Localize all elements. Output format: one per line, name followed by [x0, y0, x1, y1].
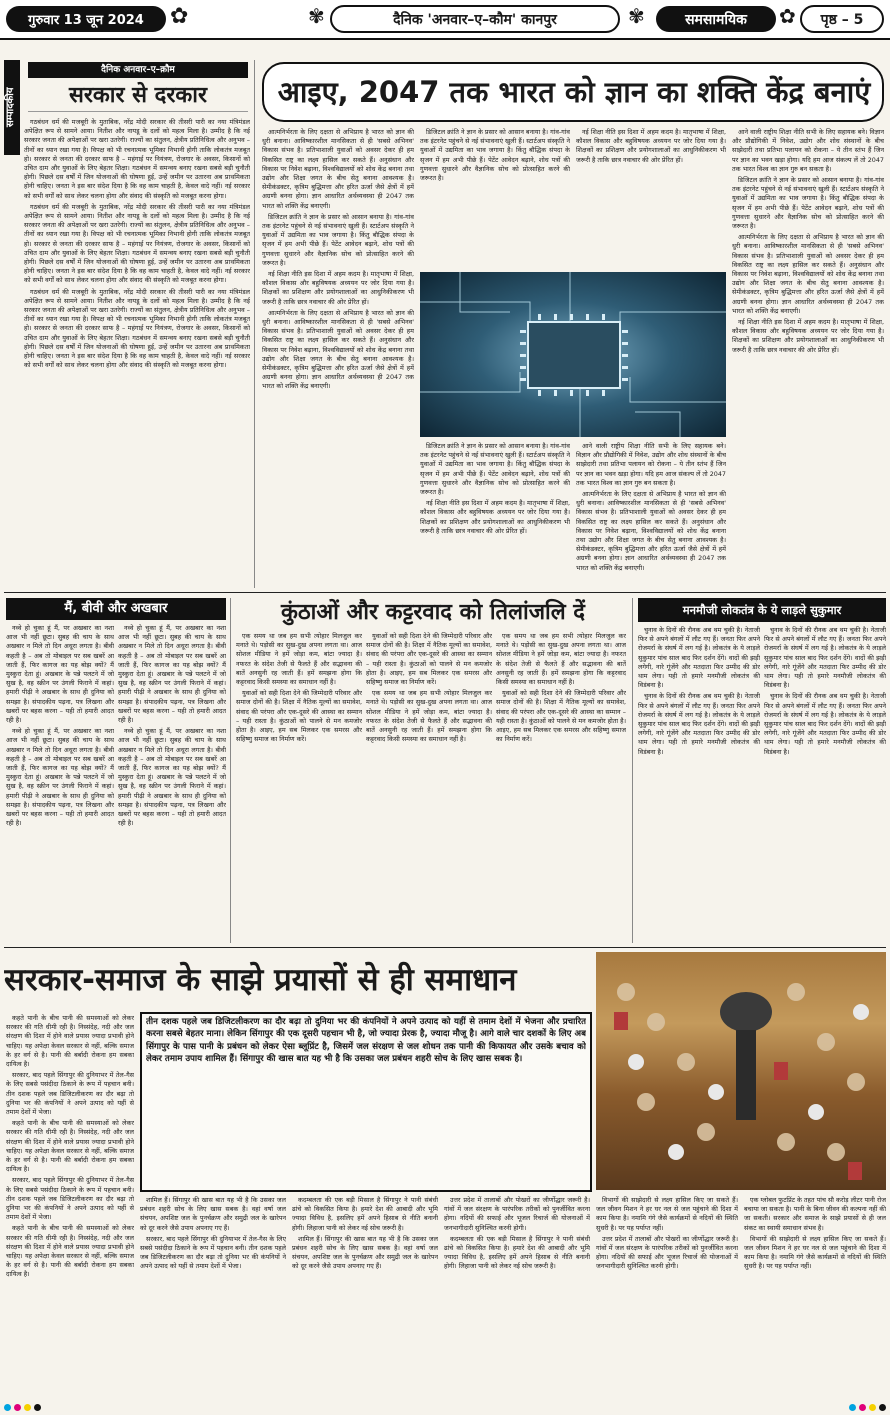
editorial-paragraph: गठबंधन धर्म की मजबूरी के मुताबिक, नरेंद्र मोदी सरकार की तीसरी पारी का नया मंत्रिमंडल अपेक्षित रूप से सामने आया। नितीश और नायडू के दलों को महत्व मिला है। उम्मीद है कि नई सरकार जनता की अपेक्षाओं पर खरा उतरेगी। राज्यों का संतुलन, क्षेत्रीय प्रतिनिधित्व और अनुभव – तीनों का ध्यान रखा गया है। विपक्ष को भी रचनात्मक भूमिका निभानी होगी ताकि लोकतंत्र मजबूत हो। सरकार से जनता की दरकार साफ है – महंगाई पर नियंत्रण, रोजगार के अवसर, किसानों को उचित दाम और युवाओं के लिए बेहतर शिक्षा। गठबंधन में समन्वय बनाए रखना सबसे बड़ी चुनौती होगी। पिछले दस वर्षों में जिन योजनाओं की घोषणा हुई, उन्हें जमीन पर उतारना अब प्राथमिकता होनी चाहिए। जनता ने इस बार संदेश दिया है कि वह काम चाहती है, केवल वादे नहीं। नई सरकार को सभी वर्गों को साथ लेकर चलना होगा और संवाद की संस्कृति को मजबूत करना होगा। — [24, 118, 250, 200]
article-paragraph: कहते पानी के बीच पानी की समस्याओं को लेकर सरकार की गति धीमी रही है। निस्संदेह, नदी और जल संरक्षण की दिशा में होने वाले प्रयास ज्यादा प्रभावी होने चाहिए। यह अपेक्षा केवल सरकार से नहीं, बल्कि समाज के हर वर्ग से है। पानी की बर्बादी रोकना हम सबका दायित्व है। — [6, 1224, 134, 1279]
article-paragraph: नव्वे हो चुका हूं मैं, पर अखबार का नशा आज भी नहीं छूटा। सुबह की चाय के साथ अखबार न मिले तो दिन अधूरा लगता है। बीवी कहती है – अब तो मोबाइल पर सब खबरें आ जाती हैं, फिर कागज का यह बोझ क्यों? मैं मुस्कुरा देता हूं। अखबार के पन्ने पलटने में जो सुख है, वह स्क्रीन पर उंगली फिराने में कहां। हमारी पीढ़ी ने अखबार के साथ ही दुनिया को समझा है। संपादकीय पढ़ना, पत्र लिखना और खबरों पर बहस करना – यही तो हमारी आदत रही है। — [6, 727, 114, 828]
bottom-col4 — [444, 1196, 590, 1410]
article-paragraph: कहते पानी के बीच पानी की समस्याओं को लेकर सरकार की गति धीमी रही है। निस्संदेह, नदी और जल संरक्षण की दिशा में होने वाले प्रयास ज्यादा प्रभावी होने चाहिए। यह अपेक्षा केवल सरकार से नहीं, बल्कि समाज के हर वर्ग से है। पानी की बर्बादी रोकना हम सबका दायित्व है। — [6, 1014, 134, 1069]
article-paragraph: चुनाव के दिनों की रौनक अब थम चुकी है। नेताजी फिर से अपने बंगलों में लौट गए हैं। जनता फिर अपने रोजमर्रा के संघर्ष में लग गई है। लोकतंत्र के ये लाड़ले सुकुमार पांच साल बाद फिर दर्शन देंगे। वादों की झड़ी लगेगी, नारे गूंजेंगे और मतदाता फिर उम्मीद की डोर थाम लेगा। यही तो हमारे मनमौजी लोकतंत्र की विडंबना है। — [638, 626, 760, 690]
article-paragraph: सरकार, बाद पहले सिंगापुर की दुनियाभर में तेल-गैस के लिए सबसे पसंदीदा ठिकाने के रूप में पहचान बनी। तीन दशक पहले जब डिजिटलीकरण का दौर बढ़ा तो दुनिया भर की कंपनियों ने अपने उत्पाद को यहीं से तमाम देशों में भेजा। — [6, 1176, 134, 1222]
microchip-illustration — [420, 272, 726, 437]
registration-marks — [4, 1404, 64, 1412]
water-tank-icon — [720, 992, 772, 1032]
article-paragraph: एक समय था जब हम सभी त्योहार मिलजुल कर मनाते थे। पड़ोसी का सुख-दुख अपना लगता था। आज सोशल मीडिया ने हमें जोड़ा कम, बांटा ज्यादा है। नफरत के संदेश तेजी से फैलते हैं और सद्भावना की बातें अनसुनी रह जाती हैं। हमें समझना होगा कि कट्टरवाद किसी समस्या का समाधान नहीं है। — [366, 689, 492, 744]
middle-center-col2 — [366, 632, 492, 942]
water-crowd-photo — [596, 952, 886, 1190]
circuit-lines — [420, 272, 726, 437]
section-divider — [4, 947, 886, 948]
bottom-lead: तीन दशक पहले जब डिजिटलीकरण का दौर बढ़ा तो दुनिया भर की कंपनियों ने अपने उत्पाद को यहीं से तमाम देशों में भेजना और प्रचारित करना सबसे बेहतर माना। लेकिन सिंगापुर की एक दूसरी पहचान भी है, जो ज्यादा प्रेरक है, ज्यादा मौजू है। आगे वाले चार दशकों के लिए अब सिंगापुर के पास पानी के प्रबंधन को लेकर ऐसा ब्लूप्रिंट है, जिसमें जल संरक्षण से जल शोधन तक पानी की किफायत और उसके बचाव को लेकर तमाम उपाय शामिल हैं। सिंगापुर की खास बात यह भी है कि उसका जल प्रबंधन शहरी सोच के लिए खास सबक है। — [146, 1017, 586, 1065]
article-paragraph: कदम्बलता की एक बड़ी मिसाल है सिंगापुर ने पानी संबंधी ढांचे को विकसित किया है। हमारे देश की आबादी और भूमि ज्यादा विविध है, इसलिए हमें अपने हिसाब से नीति बनानी होगी। लिहाजा पानी को लेकर नई सोच जरूरी है। — [292, 1196, 438, 1232]
article-paragraph: नई शिक्षा नीति इस दिशा में अहम कदम है। मातृभाषा में शिक्षा, कौशल विकास और बहुविषयक अध्ययन पर जोर दिया गया है। शिक्षकों का प्रशिक्षण और प्रयोगशालाओं का आधुनिकीकरण भी जरूरी है ताकि छात्र नवाचार की ओर प्रेरित हों। — [262, 270, 414, 306]
column-divider — [254, 60, 255, 588]
article-paragraph: नव्वे हो चुका हूं मैं, पर अखबार का नशा आज भी नहीं छूटा। सुबह की चाय के साथ अखबार न मिले तो दिन अधूरा लगता है। बीवी कहती है – अब तो मोबाइल पर सब खबरें आ जाती हैं, फिर कागज का यह बोझ क्यों? मैं मुस्कुरा देता हूं। अखबार के पन्ने पलटने में जो सुख है, वह स्क्रीन पर उंगली फिराने में कहां। हमारी पीढ़ी ने अखबार के साथ ही दुनिया को समझा है। संपादकीय पढ़ना, पत्र लिखना और खबरों पर बहस करना – यही तो हमारी आदत रही है। — [118, 727, 226, 828]
article-paragraph: आने वाली राष्ट्रीय शिक्षा नीति सभी के लिए सहायक बने। विज्ञान और प्रौद्योगिकी में निवेश, उद्योग और शोध संस्थानों के बीच साझेदारी तथा प्रतिभा पलायन को रोकना – ये तीन स्तंभ हैं जिन पर ज्ञान का भवन खड़ा होगा। यदि हम आज संकल्प लें तो 2047 तक भारत विश्व का ज्ञान गुरु बन सकता है। — [576, 442, 726, 487]
article-paragraph: कदम्बलता की एक बड़ी मिसाल है सिंगापुर ने पानी संबंधी ढांचे को विकसित किया है। हमारे देश की आबादी और भूमि ज्यादा विविध है, इसलिए हमें अपने हिसाब से नीति बनानी होगी। लिहाजा पानी को लेकर नई सोच जरूरी है। — [444, 1234, 590, 1271]
editorial-body — [24, 118, 250, 580]
column-divider — [632, 598, 633, 943]
article-paragraph: आत्मनिर्भरता के लिए दक्षता से अभिप्राय है भारत को ज्ञान की धुरी बनाना। आविष्कारशील मानसिकता से ही 'सबसे अभिनव' विकास संभव है। प्रतिभाशाली युवाओं को अवसर देकर ही हम विकसित राष्ट्र का लक्ष्य हासिल कर सकते हैं। अनुसंधान और विकास पर निवेश बढ़ाना, विश्वविद्यालयों को शोध केंद्र बनाना तथा उद्योग और शिक्षा जगत के बीच सेतु बनाना आवश्यक है। सेमीकंडक्टर, कृत्रिम बुद्धिमत्ता और हरित ऊर्जा जैसे क्षेत्रों में हमें अग्रणी बनना होगा। ज्ञान आधारित अर्थव्यवस्था ही 2047 तक भारत को शक्ति केंद्र बनाएगी। — [262, 308, 414, 391]
article-paragraph: कहते पानी के बीच पानी की समस्याओं को लेकर सरकार की गति धीमी रही है। निस्संदेह, नदी और जल संरक्षण की दिशा में होने वाले प्रयास ज्यादा प्रभावी होने चाहिए। यह अपेक्षा केवल सरकार से नहीं, बल्कि समाज के हर वर्ग से है। पानी की बर्बादी रोकना हम सबका दायित्व है। — [6, 1119, 134, 1174]
flower-icon: ✾ — [628, 4, 645, 28]
article-paragraph: उत्तर प्रदेश में तालाबों और पोखरों का जीर्णोद्धार जरूरी है। गांवों में जल संरक्षण के पारंपरिक तरीकों को पुनर्जीवित करना होगा। नदियों की सफाई और भूजल रिचार्ज की योजनाओं में जनभागीदारी सुनिश्चित करनी होगी। — [444, 1196, 590, 1232]
middle-center-headline: कुंठाओं और कट्टरवाद को तिलांजलि दें — [281, 600, 585, 625]
top-article-col2 — [420, 128, 570, 268]
article-paragraph: आने वाली राष्ट्रीय शिक्षा नीति सभी के लिए सहायक बने। विज्ञान और प्रौद्योगिकी में निवेश, उद्योग और शोध संस्थानों के बीच साझेदारी तथा प्रतिभा पलायन को रोकना – ये तीन स्तंभ हैं जिन पर ज्ञान का भवन खड़ा होगा। यदि हम आज संकल्प लें तो 2047 तक भारत विश्व का ज्ञान गुरु बन सकता है। — [732, 128, 884, 173]
registration-marks — [826, 1404, 886, 1412]
top-article-col4 — [732, 128, 884, 586]
article-paragraph: एक समय था जब हम सभी त्योहार मिलजुल कर मनाते थे। पड़ोसी का सुख-दुख अपना लगता था। आज सोशल मीडिया ने हमें जोड़ा कम, बांटा ज्यादा है। नफरत के संदेश तेजी से फैलते हैं और सद्भावना की बातें अनसुनी रह जाती हैं। हमें समझना होगा कि कट्टरवाद किसी समस्या का समाधान नहीं है। — [236, 632, 362, 687]
article-paragraph: युवाओं को सही दिशा देने की जिम्मेदारी परिवार और समाज दोनों की है। शिक्षा में नैतिक मूल्यों का समावेश, संवाद की परंपरा और एक-दूसरे की आस्था का सम्मान – यही रास्ता है। कुंठाओं को पालने से मन कमजोर होता है। आइए, हम सब मिलकर एक समरस और सहिष्णु समाज का निर्माण करें। — [496, 689, 626, 744]
chip-icon — [528, 322, 620, 388]
article-paragraph: एक समय था जब हम सभी त्योहार मिलजुल कर मनाते थे। पड़ोसी का सुख-दुख अपना लगता था। आज सोशल मीडिया ने हमें जोड़ा कम, बांटा ज्यादा है। नफरत के संदेश तेजी से फैलते हैं और सद्भावना की बातें अनसुनी रह जाती हैं। हमें समझना होगा कि कट्टरवाद किसी समस्या का समाधान नहीं है। — [496, 632, 626, 687]
middle-right-col1 — [638, 626, 760, 942]
article-paragraph: शामिल हैं। सिंगापुर की खास बात यह भी है कि उसका जल प्रबंधन शहरी सोच के लिए खास सबक है। वहां वर्षा जल संचयन, अपशिष्ट जल के पुनर्चक्रण और समुद्री जल के खारेपन को दूर करने जैसे उपाय अपनाए गए हैं। — [292, 1234, 438, 1271]
article-paragraph: युवाओं को सही दिशा देने की जिम्मेदारी परिवार और समाज दोनों की है। शिक्षा में नैतिक मूल्यों का समावेश, संवाद की परंपरा और एक-दूसरे की आस्था का सम्मान – यही रास्ता है। कुंठाओं को पालने से मन कमजोर होता है। आइए, हम सब मिलकर एक समरस और सहिष्णु समाज का निर्माण करें। — [366, 632, 492, 687]
editorial-paragraph: गठबंधन धर्म की मजबूरी के मुताबिक, नरेंद्र मोदी सरकार की तीसरी पारी का नया मंत्रिमंडल अपेक्षित रूप से सामने आया। नितीश और नायडू के दलों को महत्व मिला है। उम्मीद है कि नई सरकार जनता की अपेक्षाओं पर खरा उतरेगी। राज्यों का संतुलन, क्षेत्रीय प्रतिनिधित्व और अनुभव – तीनों का ध्यान रखा गया है। विपक्ष को भी रचनात्मक भूमिका निभानी होगी ताकि लोकतंत्र मजबूत हो। सरकार से जनता की दरकार साफ है – महंगाई पर नियंत्रण, रोजगार के अवसर, किसानों को उचित दाम और युवाओं के लिए बेहतर शिक्षा। गठबंधन में समन्वय बनाए रखना सबसे बड़ी चुनौती होगी। पिछले दस वर्षों में जिन योजनाओं की घोषणा हुई, उन्हें जमीन पर उतारना अब प्राथमिकता होनी चाहिए। जनता ने इस बार संदेश दिया है कि वह काम चाहती है, केवल वादे नहीं। नई सरकार को सभी वर्गों को साथ लेकर चलना होगा और संवाद की संस्कृति को मजबूत करना होगा। — [24, 202, 250, 285]
middle-left-body — [6, 624, 114, 942]
bottom-col2 — [140, 1196, 286, 1410]
article-paragraph: चुनाव के दिनों की रौनक अब थम चुकी है। नेताजी फिर से अपने बंगलों में लौट गए हैं। जनता फिर अपने रोजमर्रा के संघर्ष में लग गई है। लोकतंत्र के ये लाड़ले सुकुमार पांच साल बाद फिर दर्शन देंगे। वादों की झड़ी लगेगी, नारे गूंजेंगे और मतदाता फिर उम्मीद की डोर थाम लेगा। यही तो हमारे मनमौजी लोकतंत्र की विडंबना है। — [764, 626, 886, 690]
article-paragraph: विभागों की साझेदारी से लक्ष्य हासिल किए जा सकते हैं। जल जीवन मिशन ने हर घर नल से जल पहुंचाने की दिशा में काम किया है। नमामि गंगे जैसे कार्यक्रमों से नदियों की स्थिति सुधरी है। पर यह पर्याप्त नहीं। — [744, 1234, 886, 1271]
section-divider — [4, 592, 886, 593]
top-article-col1 — [262, 128, 414, 586]
article-paragraph: नई शिक्षा नीति इस दिशा में अहम कदम है। मातृभाषा में शिक्षा, कौशल विकास और बहुविषयक अध्ययन पर जोर दिया गया है। शिक्षकों का प्रशिक्षण और प्रयोगशालाओं का आधुनिकीकरण भी जरूरी है ताकि छात्र नवाचार की ओर प्रेरित हों। — [420, 499, 570, 535]
flower-icon: ✿ — [779, 4, 796, 28]
article-paragraph: शामिल हैं। सिंगापुर की खास बात यह भी है कि उसका जल प्रबंधन शहरी सोच के लिए खास सबक है। वहां वर्षा जल संचयन, अपशिष्ट जल के पुनर्चक्रण और समुद्री जल के खारेपन को दूर करने जैसे उपाय अपनाए गए हैं। — [140, 1196, 286, 1232]
article-paragraph: नव्वे हो चुका हूं मैं, पर अखबार का नशा आज भी नहीं छूटा। सुबह की चाय के साथ अखबार न मिले तो दिन अधूरा लगता है। बीवी कहती है – अब तो मोबाइल पर सब खबरें आ जाती हैं, फिर कागज का यह बोझ क्यों? मैं मुस्कुरा देता हूं। अखबार के पन्ने पलटने में जो सुख है, वह स्क्रीन पर उंगली फिराने में कहां। हमारी पीढ़ी ने अखबार के साथ ही दुनिया को समझा है। संपादकीय पढ़ना, पत्र लिखना और खबरों पर बहस करना – यही तो हमारी आदत रही है। — [6, 624, 114, 725]
top-article-col3 — [576, 128, 726, 268]
crowd-illustration — [596, 952, 886, 1190]
bottom-col5 — [596, 1196, 738, 1410]
page-header — [0, 0, 890, 40]
middle-right-headline: मनमौजी लोकतंत्र के ये लाड़ले सुकुमार — [638, 598, 886, 622]
column-divider — [230, 598, 231, 943]
editorial-side-tag: सम्पादकीय — [4, 60, 20, 155]
middle-left-title: मैं, बीवी और अखबार — [6, 598, 226, 620]
article-paragraph: युवाओं को सही दिशा देने की जिम्मेदारी परिवार और समाज दोनों की है। शिक्षा में नैतिक मूल्यों का समावेश, संवाद की परंपरा और एक-दूसरे की आस्था का सम्मान – यही रास्ता है। कुंठाओं को पालने से मन कमजोर होता है। आइए, हम सब मिलकर एक समरस और सहिष्णु समाज का निर्माण करें। — [236, 689, 362, 744]
article-paragraph: डिजिटल क्रांति ने ज्ञान के प्रसार को आसान बनाया है। गांव-गांव तक इंटरनेट पहुंचने से नई संभावनाएं खुली हैं। स्टार्टअप संस्कृति ने युवाओं में उद्यमिता का भाव जगाया है। किंतु बौद्धिक संपदा के सृजन में हम अभी पीछे हैं। पेटेंट आवेदन बढ़ाने, शोध पत्रों की गुणवत्ता सुधारने और वैज्ञानिक सोच को प्रोत्साहित करने की जरूरत है। — [420, 442, 570, 497]
bottom-col6 — [744, 1196, 886, 1410]
top-headline: आइए, 2047 तक भारत को ज्ञान का शक्ति केंद्र बनाएं — [277, 75, 871, 109]
section-label: समसामयिक — [656, 6, 776, 32]
article-paragraph: नई शिक्षा नीति इस दिशा में अहम कदम है। मातृभाषा में शिक्षा, कौशल विकास और बहुविषयक अध्ययन पर जोर दिया गया है। शिक्षकों का प्रशिक्षण और प्रयोगशालाओं का आधुनिकीकरण भी जरूरी है ताकि छात्र नवाचार की ओर प्रेरित हों। — [576, 128, 726, 164]
article-paragraph: नई शिक्षा नीति इस दिशा में अहम कदम है। मातृभाषा में शिक्षा, कौशल विकास और बहुविषयक अध्ययन पर जोर दिया गया है। शिक्षकों का प्रशिक्षण और प्रयोगशालाओं का आधुनिकीकरण भी जरूरी है ताकि छात्र नवाचार की ओर प्रेरित हों। — [732, 318, 884, 354]
bottom-col1 — [6, 1014, 134, 1410]
top-article-col3b — [576, 442, 726, 586]
page-number: पृष्ठ – 5 — [800, 5, 884, 33]
masthead: दैनिक 'अनवार–ए–कौम' कानपुर — [330, 5, 620, 33]
article-paragraph: चुनाव के दिनों की रौनक अब थम चुकी है। नेताजी फिर से अपने बंगलों में लौट गए हैं। जनता फिर अपने रोजमर्रा के संघर्ष में लग गई है। लोकतंत्र के ये लाड़ले सुकुमार पांच साल बाद फिर दर्शन देंगे। वादों की झड़ी लगेगी, नारे गूंजेंगे और मतदाता फिर उम्मीद की डोर थाम लेगा। यही तो हमारे मनमौजी लोकतंत्र की विडंबना है। — [638, 692, 760, 756]
bottom-col3 — [292, 1196, 438, 1410]
middle-right-col2 — [764, 626, 886, 942]
editorial-title: सरकार से दरकार — [28, 80, 248, 112]
article-paragraph: विभागों की साझेदारी से लक्ष्य हासिल किए जा सकते हैं। जल जीवन मिशन ने हर घर नल से जल पहुंचाने की दिशा में काम किया है। नमामि गंगे जैसे कार्यक्रमों से नदियों की स्थिति सुधरी है। पर यह पर्याप्त नहीं। — [596, 1196, 738, 1232]
flower-icon: ✾ — [308, 4, 325, 28]
editorial-paragraph: गठबंधन धर्म की मजबूरी के मुताबिक, नरेंद्र मोदी सरकार की तीसरी पारी का नया मंत्रिमंडल अपेक्षित रूप से सामने आया। नितीश और नायडू के दलों को महत्व मिला है। उम्मीद है कि नई सरकार जनता की अपेक्षाओं पर खरा उतरेगी। राज्यों का संतुलन, क्षेत्रीय प्रतिनिधित्व और अनुभव – तीनों का ध्यान रखा गया है। विपक्ष को भी रचनात्मक भूमिका निभानी होगी ताकि लोकतंत्र मजबूत हो। सरकार से जनता की दरकार साफ है – महंगाई पर नियंत्रण, रोजगार के अवसर, किसानों को उचित दाम और युवाओं के लिए बेहतर शिक्षा। गठबंधन में समन्वय बनाए रखना सबसे बड़ी चुनौती होगी। पिछले दस वर्षों में जिन योजनाओं की घोषणा हुई, उन्हें जमीन पर उतारना अब प्राथमिकता होनी चाहिए। जनता ने इस बार संदेश दिया है कि वह काम चाहती है, केवल वादे नहीं। नई सरकार को सभी वर्गों को साथ लेकर चलना होगा और संवाद की संस्कृति को मजबूत करना होगा। — [24, 287, 250, 370]
article-paragraph: डिजिटल क्रांति ने ज्ञान के प्रसार को आसान बनाया है। गांव-गांव तक इंटरनेट पहुंचने से नई संभावनाएं खुली हैं। स्टार्टअप संस्कृति ने युवाओं में उद्यमिता का भाव जगाया है। किंतु बौद्धिक संपदा के सृजन में हम अभी पीछे हैं। पेटेंट आवेदन बढ़ाने, शोध पत्रों की गुणवत्ता सुधारने और वैज्ञानिक सोच को प्रोत्साहित करने की जरूरत है। — [262, 212, 414, 267]
middle-center-col1 — [236, 632, 362, 942]
article-paragraph: आत्मनिर्भरता के लिए दक्षता से अभिप्राय है भारत को ज्ञान की धुरी बनाना। आविष्कारशील मानसिकता से ही 'सबसे अभिनव' विकास संभव है। प्रतिभाशाली युवाओं को अवसर देकर ही हम विकसित राष्ट्र का लक्ष्य हासिल कर सकते हैं। अनुसंधान और विकास पर निवेश बढ़ाना, विश्वविद्यालयों को शोध केंद्र बनाना तथा उद्योग और शिक्षा जगत के बीच सेतु बनाना आवश्यक है। सेमीकंडक्टर, कृत्रिम बुद्धिमत्ता और हरित ऊर्जा जैसे क्षेत्रों में हमें अग्रणी बनना होगा। ज्ञान आधारित अर्थव्यवस्था ही 2047 तक भारत को शक्ति केंद्र बनाएगी। — [576, 490, 726, 572]
article-paragraph: सरकार, बाद पहले सिंगापुर की दुनियाभर में तेल-गैस के लिए सबसे पसंदीदा ठिकाने के रूप में पहचान बनी। तीन दशक पहले जब डिजिटलीकरण का दौर बढ़ा तो दुनिया भर की कंपनियों ने अपने उत्पाद को यहीं से तमाम देशों में भेजा। — [6, 1071, 134, 1117]
article-paragraph: आत्मनिर्भरता के लिए दक्षता से अभिप्राय है भारत को ज्ञान की धुरी बनाना। आविष्कारशील मानसिकता से ही 'सबसे अभिनव' विकास संभव है। प्रतिभाशाली युवाओं को अवसर देकर ही हम विकसित राष्ट्र का लक्ष्य हासिल कर सकते हैं। अनुसंधान और विकास पर निवेश बढ़ाना, विश्वविद्यालयों को शोध केंद्र बनाना तथा उद्योग और शिक्षा जगत के बीच सेतु बनाना आवश्यक है। सेमीकंडक्टर, कृत्रिम बुद्धिमत्ता और हरित ऊर्जा जैसे क्षेत्रों में हमें अग्रणी बनना होगा। ज्ञान आधारित अर्थव्यवस्था ही 2047 तक भारत को शक्ति केंद्र बनाएगी। — [262, 128, 414, 210]
article-paragraph: सरकार, बाद पहले सिंगापुर की दुनियाभर में तेल-गैस के लिए सबसे पसंदीदा ठिकाने के रूप में पहचान बनी। तीन दशक पहले जब डिजिटलीकरण का दौर बढ़ा तो दुनिया भर की कंपनियों ने अपने उत्पाद को यहीं से तमाम देशों में भेजा। — [140, 1234, 286, 1271]
bottom-headline: सरकार-समाज के साझे प्रयासों से ही समाधान — [4, 962, 517, 998]
article-paragraph: डिजिटल क्रांति ने ज्ञान के प्रसार को आसान बनाया है। गांव-गांव तक इंटरनेट पहुंचने से नई संभावनाएं खुली हैं। स्टार्टअप संस्कृति ने युवाओं में उद्यमिता का भाव जगाया है। किंतु बौद्धिक संपदा के सृजन में हम अभी पीछे हैं। पेटेंट आवेदन बढ़ाने, शोध पत्रों की गुणवत्ता सुधारने और वैज्ञानिक सोच को प्रोत्साहित करने की जरूरत है। — [732, 176, 884, 231]
article-paragraph: एक ग्लोबल फुटप्रिंट के तहत पांच सौ करोड़ लीटर पानी रोज बचाया जा सकता है। पानी के बिना जीवन की कल्पना नहीं की जा सकती। सरकार और समाज के साझे प्रयासों से ही जल संकट का स्थायी समाधान संभव है। — [744, 1196, 886, 1232]
article-paragraph: आत्मनिर्भरता के लिए दक्षता से अभिप्राय है भारत को ज्ञान की धुरी बनाना। आविष्कारशील मानसिकता से ही 'सबसे अभिनव' विकास संभव है। प्रतिभाशाली युवाओं को अवसर देकर ही हम विकसित राष्ट्र का लक्ष्य हासिल कर सकते हैं। अनुसंधान और विकास पर निवेश बढ़ाना, विश्वविद्यालयों को शोध केंद्र बनाना तथा उद्योग और शिक्षा जगत के बीच सेतु बनाना आवश्यक है। सेमीकंडक्टर, कृत्रिम बुद्धिमत्ता और हरित ऊर्जा जैसे क्षेत्रों में हमें अग्रणी बनना होगा। ज्ञान आधारित अर्थव्यवस्था ही 2047 तक भारत को शक्ति केंद्र बनाएगी। — [732, 233, 884, 315]
article-paragraph: डिजिटल क्रांति ने ज्ञान के प्रसार को आसान बनाया है। गांव-गांव तक इंटरनेट पहुंचने से नई संभावनाएं खुली हैं। स्टार्टअप संस्कृति ने युवाओं में उद्यमिता का भाव जगाया है। किंतु बौद्धिक संपदा के सृजन में हम अभी पीछे हैं। पेटेंट आवेदन बढ़ाने, शोध पत्रों की गुणवत्ता सुधारने और वैज्ञानिक सोच को प्रोत्साहित करने की जरूरत है। — [420, 128, 570, 183]
article-paragraph: नव्वे हो चुका हूं मैं, पर अखबार का नशा आज भी नहीं छूटा। सुबह की चाय के साथ अखबार न मिले तो दिन अधूरा लगता है। बीवी कहती है – अब तो मोबाइल पर सब खबरें आ जाती हैं, फिर कागज का यह बोझ क्यों? मैं मुस्कुरा देता हूं। अखबार के पन्ने पलटने में जो सुख है, वह स्क्रीन पर उंगली फिराने में कहां। हमारी पीढ़ी ने अखबार के साथ ही दुनिया को समझा है। संपादकीय पढ़ना, पत्र लिखना और खबरों पर बहस करना – यही तो हमारी आदत रही है। — [118, 624, 226, 725]
article-paragraph: चुनाव के दिनों की रौनक अब थम चुकी है। नेताजी फिर से अपने बंगलों में लौट गए हैं। जनता फिर अपने रोजमर्रा के संघर्ष में लग गई है। लोकतंत्र के ये लाड़ले सुकुमार पांच साल बाद फिर दर्शन देंगे। वादों की झड़ी लगेगी, नारे गूंजेंगे और मतदाता फिर उम्मीद की डोर थाम लेगा। यही तो हमारे मनमौजी लोकतंत्र की विडंबना है। — [764, 692, 886, 756]
middle-left-body2 — [118, 624, 226, 942]
top-article-col2b — [420, 442, 570, 586]
article-paragraph: उत्तर प्रदेश में तालाबों और पोखरों का जीर्णोद्धार जरूरी है। गांवों में जल संरक्षण के पारंपरिक तरीकों को पुनर्जीवित करना होगा। नदियों की सफाई और भूजल रिचार्ज की योजनाओं में जनभागीदारी सुनिश्चित करनी होगी। — [596, 1234, 738, 1271]
paper-name: दैनिक अनवार–ए–क़ौम — [28, 62, 248, 78]
middle-center-col3 — [496, 632, 626, 942]
date-pill: गुरुवार 13 जून 2024 — [6, 6, 166, 32]
flower-icon: ✿ — [170, 4, 189, 29]
